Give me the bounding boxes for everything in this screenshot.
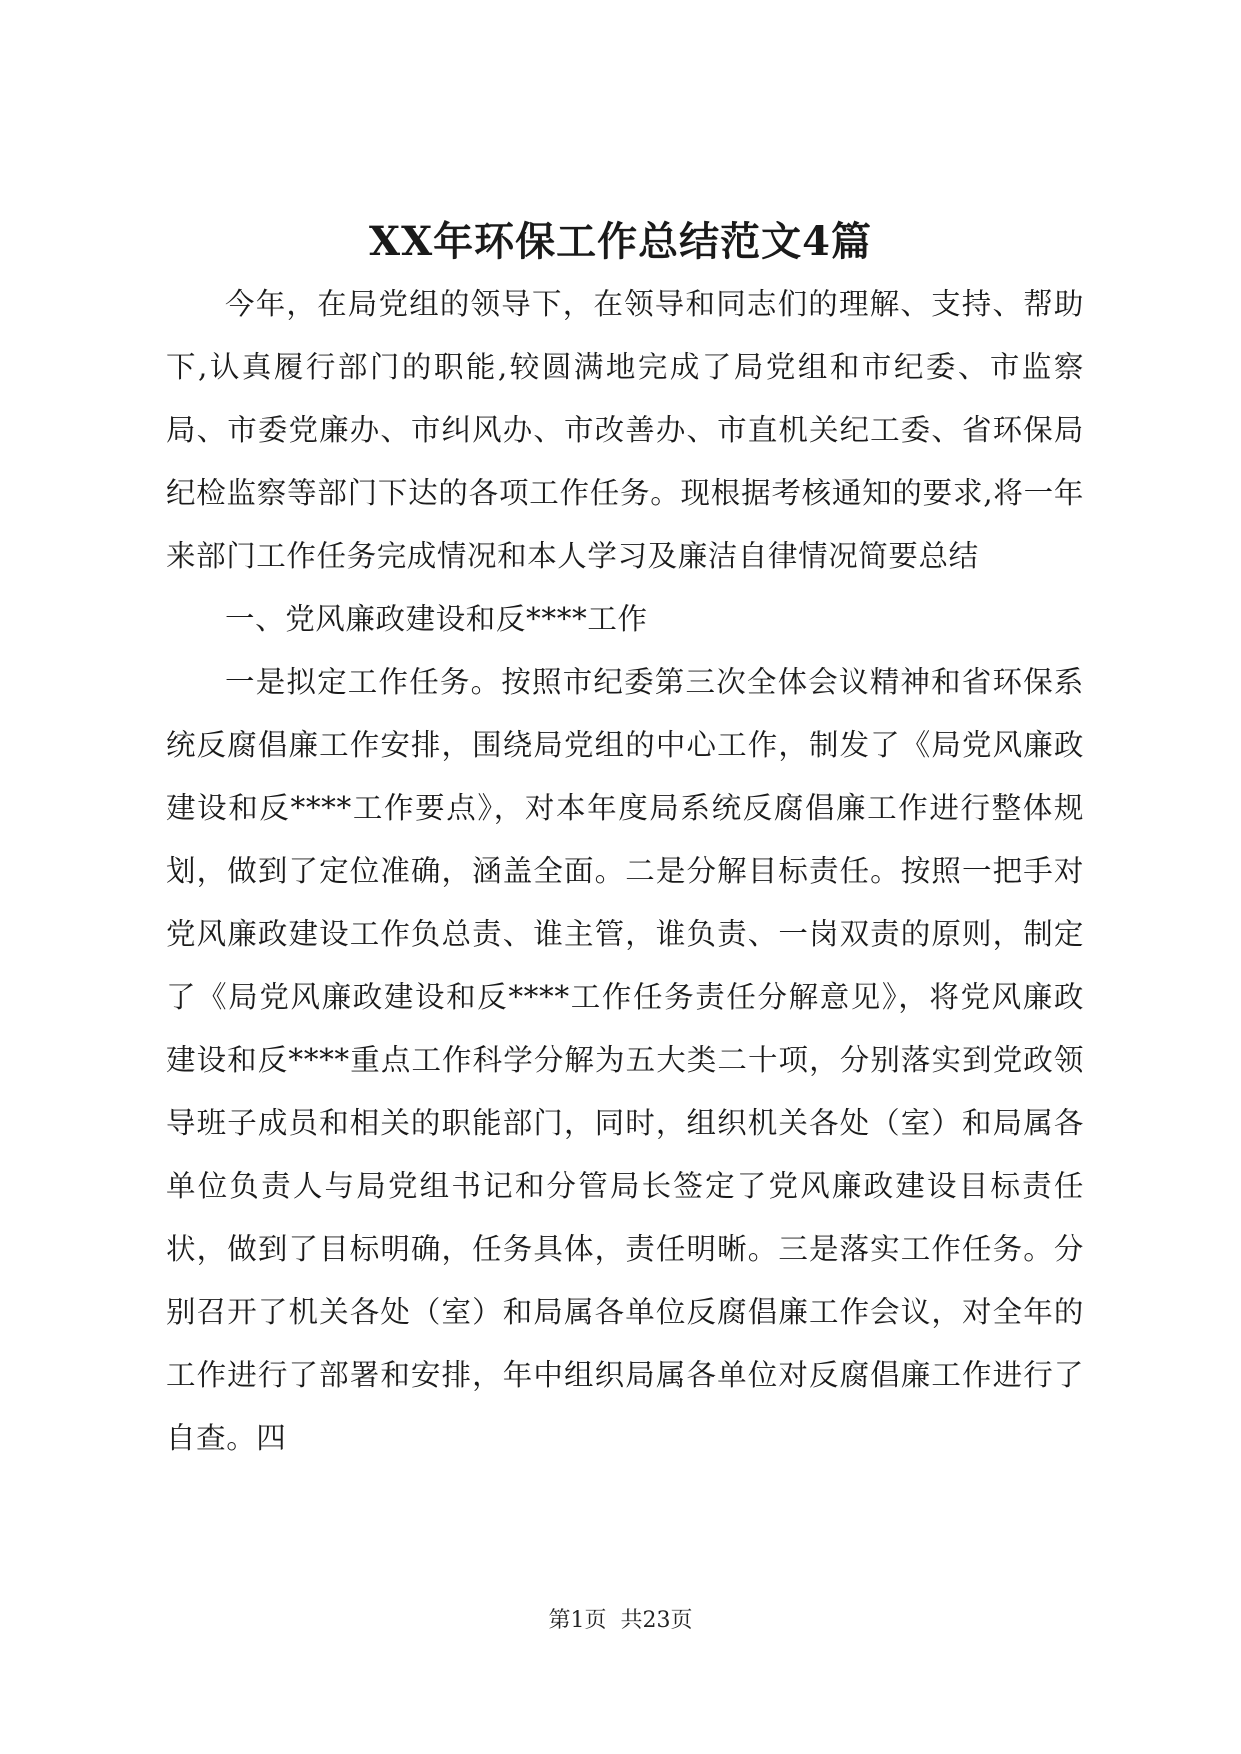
paragraph-intro: 今年，在局党组的领导下，在领导和同志们的理解、支持、帮助下,认真履行部门的职能,较圆满地完成了局党组和市纪委、市监察局、市委党廉办、市纠风办、市改善办、市直机关纪工委、省环保局纪检监察等部门下达的各项工作任务。现根据考核通知的要求,将一年来部门工作任务完成情况和本人学习及廉洁自律情况简要总结 — [166, 287, 1084, 573]
page-number-footer — [0, 1610, 1241, 1632]
section-heading: 一、党风廉政建设和反****工作 — [225, 602, 648, 636]
paragraph-section-one: 一是拟定工作任务。按照市纪委第三次全体会议精神和省环保系统反腐倡廉工作安排，围绕局党组的中心工作，制发了《局党风廉政建设和反****工作要点》，对本年度局系统反腐倡廉工作进行整体规划，做到了定位准确，涵盖全面。二是分解目标责任。按照一把手对党风廉政建设工作负总责、谁主管，谁负责、一岗双责的原则，制定了《局党风廉政建设和反****工作任务责任分解意见》，将党风廉政建设和反****重点工作科学分解为五大类二十项，分别落实到党政领导班子成员和相关的职能部门，同时，组织机关各处（室）和局属各单位负责人与局党组书记和分管局长签定了党风廉政建设目标责任状，做到了目标明确，任务具体，责任明晰。三是落实工作任务。分别召开了机关各处（室）和局属各单位反腐倡廉工作会议，对全年的工作进行了部署和安排，年中组织局属各单位对反腐倡廉工作进行了自查。四 — [166, 665, 1084, 1455]
document-title: XX年环保工作总结范文4篇 — [369, 218, 872, 265]
page-number-label: 第1页 共23页 — [548, 1608, 693, 1633]
document-body — [166, 273, 1084, 1470]
